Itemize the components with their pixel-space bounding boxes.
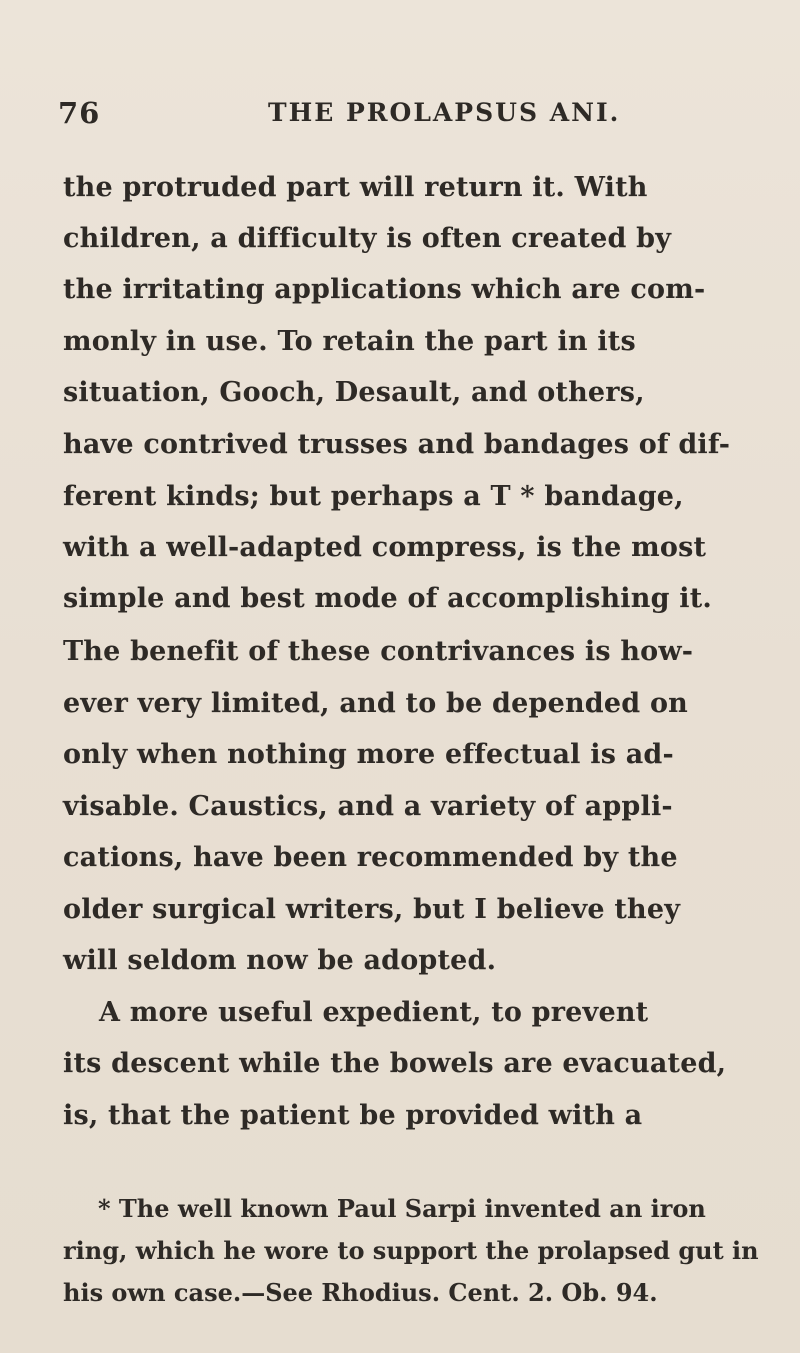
body-line: visable. Caustics, and a variety of appli- — [63, 791, 673, 822]
body-line: cations, have been recommended by the — [63, 842, 678, 873]
body-line: children, a difficulty is often created by — [63, 223, 672, 254]
body-line: have contrived trusses and bandages of dif- — [63, 429, 731, 460]
body-line: will seldom now be adopted. — [63, 945, 497, 976]
footnote-line: * The well known Paul Sarpi invented an iron — [98, 1194, 706, 1223]
body-line: monly in use. To retain the part in its — [63, 326, 636, 357]
page-header — [58, 96, 758, 136]
body-line: only when nothing more effectual is ad- — [63, 739, 674, 770]
body-line: is, that the patient be provided with a — [63, 1100, 643, 1131]
running-title: THE PROLAPSUS ANI. — [268, 98, 621, 127]
body-line: ferent kinds; but perhaps a T * bandage, — [63, 481, 684, 512]
body-line: simple and best mode of accomplishing it. — [63, 583, 713, 614]
body-line: ever very limited, and to be depended on — [63, 688, 688, 719]
body-line: The benefit of these contrivances is how- — [63, 636, 694, 667]
body-line: with a well-adapted compress, is the most — [63, 532, 707, 563]
body-line: the protruded part will return it. With — [63, 172, 648, 203]
footnote-line: his own case.—See Rhodius. Cent. 2. Ob. 94. — [63, 1278, 658, 1307]
footnote-line: ring, which he wore to support the prolapsed gut in — [63, 1236, 759, 1265]
body-line: A more useful expedient, to prevent — [99, 997, 649, 1028]
body-line: older surgical writers, but I believe they — [63, 894, 681, 925]
body-line: situation, Gooch, Desault, and others, — [63, 377, 645, 408]
body-line: the irritating applications which are com- — [63, 274, 706, 305]
page-number: 76 — [58, 96, 101, 130]
body-line: its descent while the bowels are evacuated, — [63, 1048, 727, 1079]
